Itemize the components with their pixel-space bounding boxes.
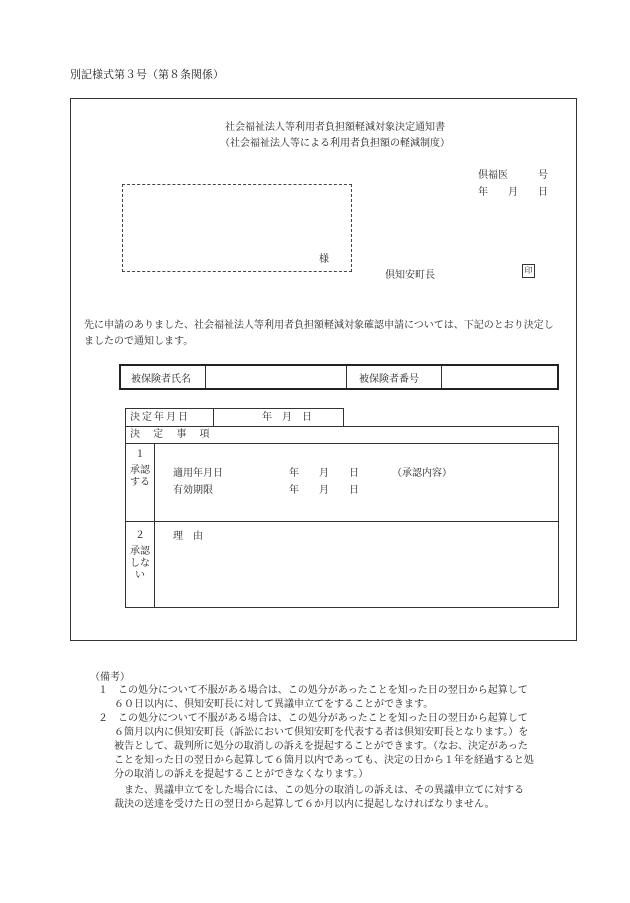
insured-number-label: 被保険者番号 xyxy=(347,366,442,388)
deny-reason-label: 理 由 xyxy=(173,531,203,542)
approve-vertical-label: 承認する xyxy=(130,465,150,488)
decision-date-row xyxy=(125,408,344,426)
decision-items-header: 決 定 事 項 xyxy=(126,427,558,444)
insured-info-table xyxy=(119,364,559,390)
decision-row-divider xyxy=(126,521,558,522)
document-number: 倶福医 号 xyxy=(478,170,548,181)
remarks-heading: （備考） xyxy=(90,672,130,683)
decision-date-label: 決定年月日 xyxy=(126,409,214,426)
decision-table xyxy=(125,426,559,608)
approval-content-label: （承認内容） xyxy=(392,468,452,479)
document-subtitle: （社会福祉法人等による利用者負担額の軽減制度） xyxy=(220,138,450,149)
issuer-name: 倶知安町長 xyxy=(385,270,435,281)
seal-mark: 印 xyxy=(522,264,535,278)
remark-2-line-7: 裁決の送達を受けた日の翌日から起算して６か月以内に提起しなければなりません。 xyxy=(114,799,495,810)
form-label: 別記様式第３号（第８条関係） xyxy=(70,68,224,81)
notice-body-text: 先に申請のありました、社会福祉法人等利用者負担額軽減対象確認申請については、下記のとおり決定しましたので通知します。 xyxy=(84,320,554,347)
remark-2-line-2: ６箇月以内に倶知安町長（訴訟において倶知安町を代表する者は倶知安町長となります。）を xyxy=(114,727,529,738)
insured-name-value xyxy=(206,366,347,388)
approve-number: １ xyxy=(135,449,145,460)
remark-1-line-1: １ この処分について不服がある場合は、この処分があったことを知った日の翌日から起算して xyxy=(98,685,528,696)
addressee-suffix: 様 xyxy=(319,254,329,265)
validity-label: 有効期限 xyxy=(173,485,213,496)
remark-2-line-3: 被告として、裁判所に処分の取消しの訴えを提起することができます。（なお、決定があった xyxy=(114,741,528,752)
remark-2-line-5: 分の取消しの訴えを提起することができなくなります。） xyxy=(114,769,369,780)
remark-2-line-4: ことを知った日の翌日から起算して６箇月以内であっても、決定の日から１年を経過すると処 xyxy=(114,755,534,766)
decision-column-divider xyxy=(154,444,155,608)
insured-name-label: 被保険者氏名 xyxy=(121,366,206,388)
remark-2-line-1: ２ この処分について不服がある場合は、この処分があったことを知った日の翌日から起算して xyxy=(98,713,528,724)
document-date: 年 月 日 xyxy=(478,187,548,198)
remark-2-line-6: また、異議申立てをした場合には、この処分の取消しの訴えは、その異議申立てに対する xyxy=(124,785,524,796)
deny-number: ２ xyxy=(135,530,145,541)
addressee-box xyxy=(122,184,352,272)
decision-date-value: 年 月 日 xyxy=(262,412,312,423)
apply-date-label: 適用年月日 xyxy=(173,468,223,479)
document-title: 社会福祉法人等利用者負担額軽減対象決定通知書 xyxy=(225,122,445,133)
apply-date-value: 年 月 日 xyxy=(289,468,359,479)
insured-number-value xyxy=(442,366,557,388)
deny-vertical-label: 承認しない xyxy=(130,546,150,581)
remark-1-line-2: ６０日以内に、倶知安町長に対して異議申立てをすることができます。 xyxy=(114,699,434,710)
validity-value: 年 月 日 xyxy=(289,485,359,496)
